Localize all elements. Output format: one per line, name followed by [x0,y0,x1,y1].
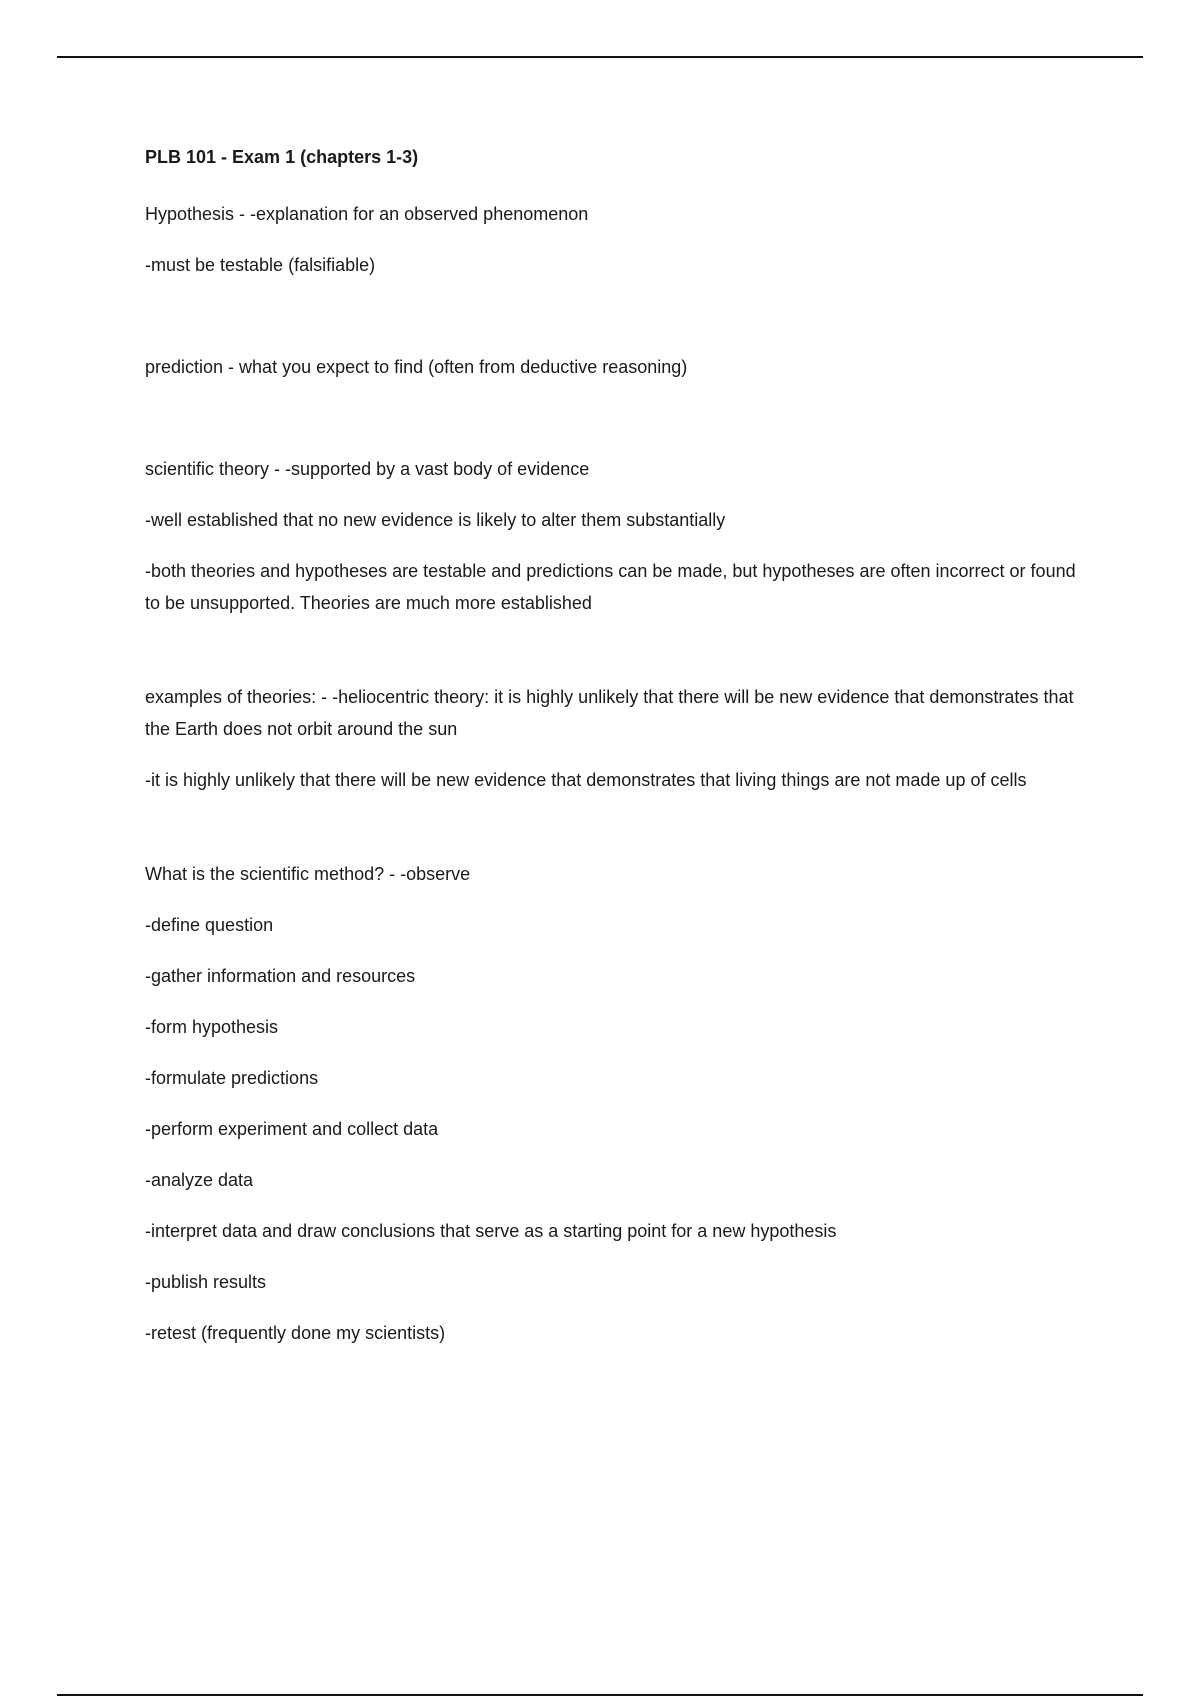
method-step: -retest (frequently done my scientists) [145,1323,446,1343]
hypothesis-note: -must be testable (falsifiable) [145,255,376,275]
hypothesis-definition: Hypothesis - -explanation for an observed phenomenon [145,204,589,224]
hypothesis-section [145,198,1095,281]
scientific-method-section [145,858,1095,1349]
theory-note-1: -well established that no new evidence is likely to alter them substantially [145,510,726,530]
method-step: -gather information and resources [145,966,416,986]
method-step: -form hypothesis [145,1017,279,1037]
method-step: -define question [145,915,274,935]
examples-cell-theory: -it is highly unlikely that there will be new evidence that demonstrates that living things are not made up of cells [145,770,1027,790]
theory-definition: scientific theory - -supported by a vast body of evidence [145,459,590,479]
method-step: -analyze data [145,1170,254,1190]
method-step: -publish results [145,1272,267,1292]
prediction-definition: prediction - what you expect to find (often from deductive reasoning) [145,357,688,377]
examples-heliocentric: examples of theories: - -heliocentric theory: it is highly unlikely that there will be new evidence that demonstrates that the Earth does not orbit around the sun [145,687,1074,739]
top-rule [57,56,1143,58]
method-step: -interpret data and draw conclusions that serve as a starting point for a new hypothesis [145,1221,837,1241]
document-title: PLB 101 - Exam 1 (chapters 1-3) [145,147,419,167]
method-step: -formulate predictions [145,1068,319,1088]
method-step: -perform experiment and collect data [145,1119,439,1139]
document-body [145,144,1095,1368]
method-step: What is the scientific method? - -observe [145,864,471,884]
prediction-section [145,351,1095,383]
theory-note-2: -both theories and hypotheses are testable and predictions can be made, but hypotheses are often incorrect or found to be unsupported. Theories are much more established [145,561,1076,613]
examples-section [145,681,1095,796]
bottom-rule [57,1694,1143,1696]
scientific-theory-section [145,453,1095,619]
